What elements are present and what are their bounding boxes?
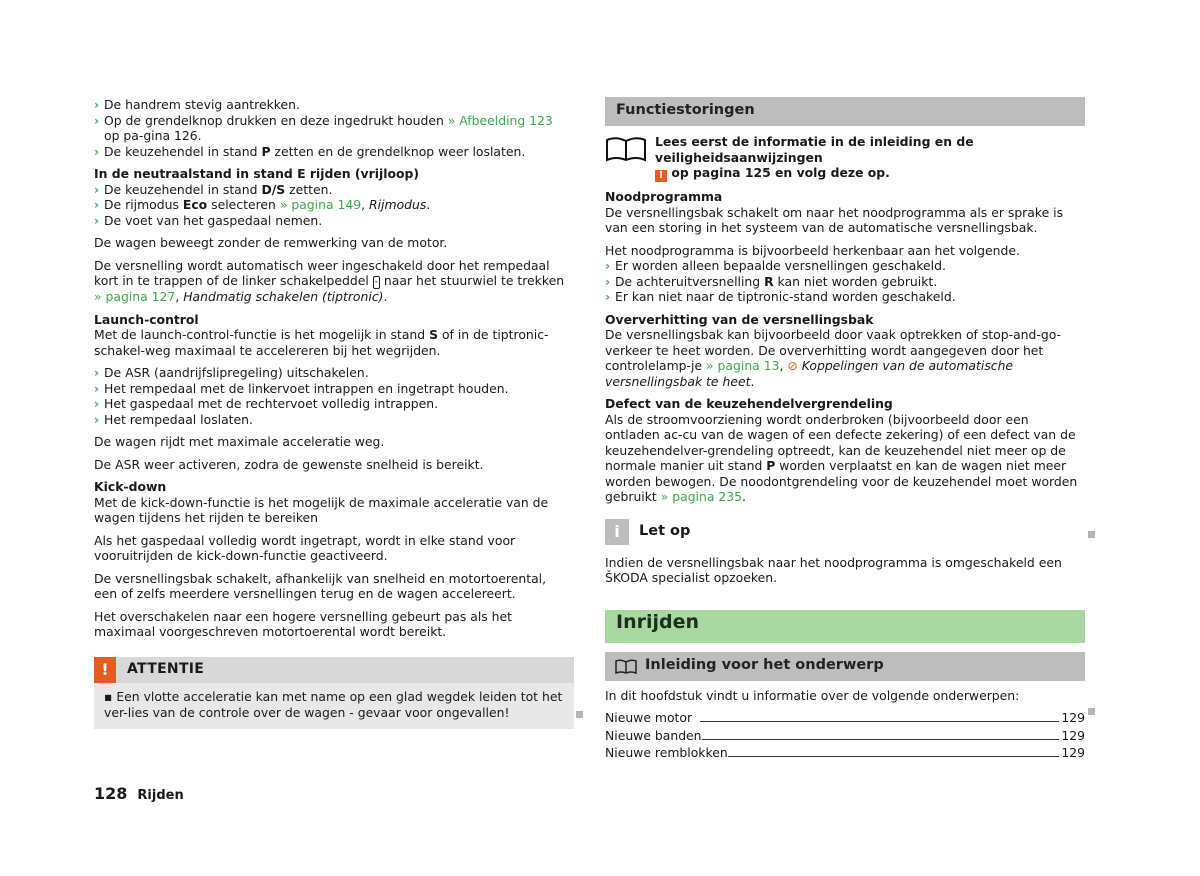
subheading: Defect van de keuzehendelvergrendeling xyxy=(605,396,893,411)
chevron-right-icon: › xyxy=(605,289,611,304)
toc-entry[interactable]: Nieuwe remblokken 129 xyxy=(605,745,1085,760)
toc-entry[interactable]: Nieuwe motor 129 xyxy=(605,710,1085,725)
paragraph: De versnellingsbak schakelt, afhankelijk van snelheid en motortoerental, een of zelfs meerdere versnellingen terug en de wagen accelereert. xyxy=(94,570,547,601)
paragraph: De wagen rijdt met maximale acceleratie weg. xyxy=(94,434,385,449)
warning-icon: ! xyxy=(655,170,667,182)
section-end-icon xyxy=(1088,531,1095,538)
paragraph: De versnelling wordt automatisch weer ingeschakeld door het rempedaal kort in te trappen of de linker schakelpeddel - naar het stuurwiel te trekken » pagina 127, Handmatig schakelen (tiptronic). xyxy=(94,257,565,304)
chevron-right-icon: › xyxy=(94,197,100,212)
chevron-right-icon: › xyxy=(94,212,100,228)
subheading: Launch-control xyxy=(94,311,199,327)
list-item: › De keuzehendel in stand P zetten en de grendelknop weer loslaten. xyxy=(94,143,526,159)
book-icon xyxy=(615,659,637,674)
list-item: › Er worden alleen bepaalde versnellingen geschakeld. xyxy=(605,258,946,273)
toc-leader xyxy=(700,739,1059,740)
section-header: Functiestoringen xyxy=(605,97,1085,126)
page-footer xyxy=(94,786,184,804)
info-icon: i xyxy=(605,519,629,545)
paragraph: De wagen beweegt zonder de remwerking van de motor. xyxy=(94,235,448,250)
section-end-icon xyxy=(576,711,583,718)
page-link[interactable]: » pagina 13 xyxy=(706,358,780,373)
paragraph: Als de stroomvoorziening wordt onderbroken (bijvoorbeeld door een ontladen ac-cu van de wagen of een defecte zekering) of een defect van de keuzehendelver-grendeling optreedt, kan de keuzehendel niet meer op de normale manier uit stand P worden verplaatst en kan de wagen niet meer worden bewogen. De noodontgrendeling voor de keuzehendel moet worden gebruikt » pagina 235. xyxy=(605,411,1078,504)
chevron-right-icon: › xyxy=(605,273,611,289)
caution-icon: ⊘ xyxy=(787,358,802,373)
page-number: 128 xyxy=(94,784,128,803)
list-item: › De ASR (aandrijfslipregeling) uitschakelen. xyxy=(94,365,369,380)
right-column xyxy=(605,97,1085,763)
paragraph: In dit hoofdstuk vindt u informatie over de volgende onderwerpen: xyxy=(605,687,1020,703)
subheading: In de neutraalstand in stand E rijden (vrijloop) xyxy=(94,166,420,181)
paragraph: De versnellingsbak kan bijvoorbeeld door vaak optrekken of stop-and-go-verkeer te heet worden. De oververhitting wordt aangegeven door het controlelamp-je » pagina 13, ⊘ Koppelingen van de automatische versnellingsbak te heet. xyxy=(605,327,1062,389)
section-end-icon xyxy=(1088,708,1095,715)
chevron-right-icon: › xyxy=(94,181,100,197)
attention-header xyxy=(94,657,574,683)
subheading: Oververhitting van de versnellingsbak xyxy=(605,311,874,327)
section-name: Rijden xyxy=(137,788,184,803)
list-item: › De handrem stevig aantrekken. xyxy=(94,97,300,112)
page-link[interactable]: » pagina 235 xyxy=(660,489,743,504)
section-header: Inleiding voor het onderwerp xyxy=(605,652,1085,681)
chevron-right-icon: › xyxy=(94,396,100,411)
paragraph: Met de kick-down-functie is het mogelijk de maximale acceleratie van de wagen tijdens het rijden te bereiken xyxy=(94,494,549,525)
toc-list xyxy=(605,710,1085,763)
paragraph: Het noodprogramma is bijvoorbeeld herkenbaar aan het volgende. xyxy=(605,242,1020,258)
exclamation-icon: ! xyxy=(94,657,116,683)
list-item: › Er kan niet naar de tiptronic-stand worden geschakeld. xyxy=(605,289,956,304)
paragraph: De versnellingsbak schakelt om naar het noodprogramma als er sprake is van een storing in het systeem van de automatische versnellingsbak. xyxy=(605,204,1064,235)
list-item: › Het rempedaal loslaten. xyxy=(94,411,253,427)
square-bullet-icon: ▪ xyxy=(104,689,117,704)
safety-note: Lees eerst de informatie in de inleiding en de veiligheidsaanwijzingen ! op pagina 125 en volg deze op. xyxy=(605,134,1085,182)
chevron-right-icon: › xyxy=(94,143,100,159)
list-item: › De rijmodus Eco selecteren » pagina 149, Rijmodus. xyxy=(94,197,431,212)
chevron-right-icon: › xyxy=(605,258,611,273)
list-item: › De achteruitversnelling R kan niet worden gebruikt. xyxy=(605,273,938,289)
attention-box xyxy=(94,657,574,729)
toc-entry[interactable]: Nieuwe banden 129 xyxy=(605,727,1085,743)
list-item: › Op de grendelknop drukken en deze ingedrukt houden » Afbeelding 123 op pa-gina 126. xyxy=(94,112,553,143)
figure-link[interactable]: » Afbeelding 123 xyxy=(447,112,553,128)
paragraph: De ASR weer activeren, zodra de gewenste snelheid is bereikt. xyxy=(94,456,484,472)
paddle-minus-icon: - xyxy=(374,277,378,287)
chapter-header: Inrijden xyxy=(605,610,1085,643)
paragraph: Met de launch-control-functie is het mogelijk in stand S of in de tiptronic-schakel-weg maximaal te accelereren bij het wegrijden. xyxy=(94,327,549,358)
chevron-right-icon: › xyxy=(94,97,100,112)
paragraph: Als het gaspedaal volledig wordt ingetrapt, wordt in elke stand voor vooruitrijden de kick-down-functie geactiveerd. xyxy=(94,532,516,563)
note-text: Indien de versnellingsbak naar het noodprogramma is omgeschakeld een ŠKODA specialist opzoeken. xyxy=(605,554,1062,585)
note-header: i Let op xyxy=(605,519,1085,545)
left-column xyxy=(94,97,568,640)
paragraph: Het overschakelen naar een hogere versnelling gebeurt pas als het maximaal voorgeschreven motortoerental wordt bereikt. xyxy=(94,608,513,639)
chevron-right-icon: › xyxy=(94,112,100,128)
subheading: Noodprogramma xyxy=(605,189,723,204)
page-link[interactable]: » pagina 127 xyxy=(94,289,176,304)
attention-title: ATTENTIE xyxy=(127,661,205,677)
list-item: › De keuzehendel in stand D/S zetten. xyxy=(94,181,333,197)
subheading: Kick-down xyxy=(94,479,167,494)
attention-text: ▪ Een vlotte acceleratie kan met name op een glad wegdek leiden tot het ver-lies van de controle over de wagen - gevaar voor ongevallen! xyxy=(104,689,563,720)
chevron-right-icon: › xyxy=(94,365,100,380)
list-item: › Het gaspedaal met de rechtervoet volledig intrappen. xyxy=(94,396,439,411)
toc-leader xyxy=(700,756,1059,757)
book-icon xyxy=(605,136,647,162)
list-item: › Het rempedaal met de linkervoet intrappen en ingetrapt houden. xyxy=(94,380,509,396)
chevron-right-icon: › xyxy=(94,380,100,396)
page-link[interactable]: » pagina 149 xyxy=(279,197,362,212)
list-item: › De voet van het gaspedaal nemen. xyxy=(94,212,323,228)
toc-leader xyxy=(700,721,1059,722)
chevron-right-icon: › xyxy=(94,411,100,427)
